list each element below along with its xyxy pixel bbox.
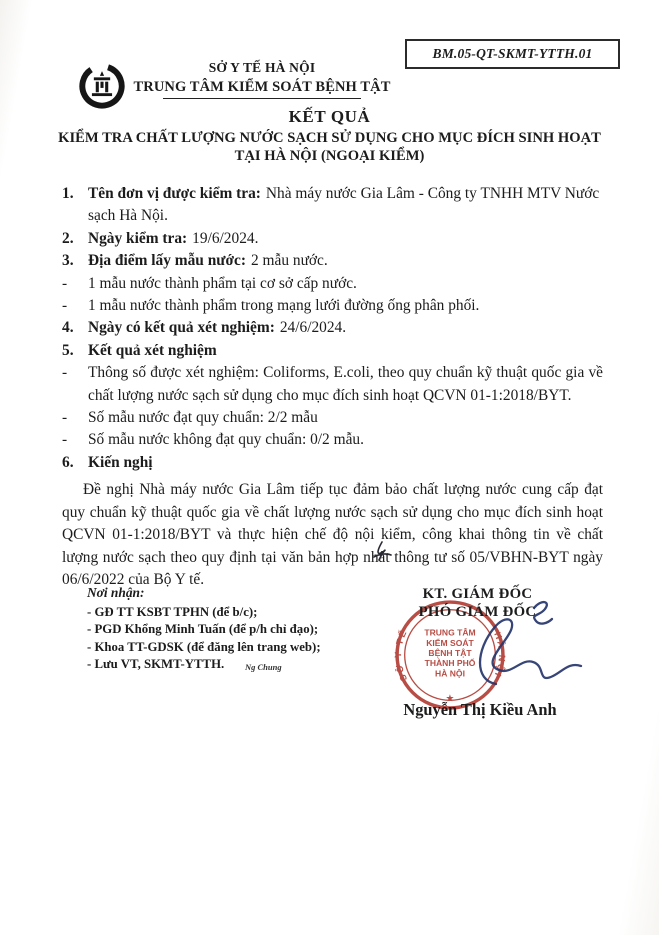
item-marker: 1. <box>62 185 74 202</box>
title-line2: KIỂM TRA CHẤT LƯỢNG NƯỚC SẠCH SỬ DỤNG CHO MỤC ĐÍCH SINH HOẠT <box>58 129 601 146</box>
item-text <box>88 362 603 407</box>
item-body: 1 mẫu nước thành phẩm trong mạng lưới đường ống phân phối. <box>88 297 480 315</box>
item-body: Số mẫu nước không đạt quy chuẩn: 0/2 mẫu. <box>88 431 364 449</box>
item-body: Thông số được xét nghiệm: Coliforms, E.coli, theo quy chuẩn kỹ thuật quốc gia về chất lượng nước sạch sử dụng cho mục đích sinh hoạt QCVN 01-1:2018/BYT. <box>88 364 603 404</box>
list-item <box>62 407 603 429</box>
title-line3: TẠI HÀ NỘI (NGOẠI KIỂM) <box>234 147 425 164</box>
item-marker: 4. <box>62 319 74 337</box>
list-item <box>62 273 603 295</box>
item-text <box>88 183 603 228</box>
item-body: 19/6/2024. <box>192 229 259 247</box>
list-item <box>62 317 603 339</box>
item-body: 24/6/2024. <box>279 319 347 337</box>
item-marker: - <box>62 409 68 427</box>
item-label: Ngày có kết quả xét nghiệm: <box>88 319 275 337</box>
item-marker: 6. <box>62 453 74 471</box>
organization-underline <box>163 98 361 99</box>
item-label: Tên đơn vị được kiểm tra: <box>88 185 261 202</box>
signature-title-2: PHÓ GIÁM ĐỐC <box>418 604 537 620</box>
cdc-hanoi-logo-icon <box>78 62 126 110</box>
form-code-text: BM.05-QT-SKMT-YTTH.01 <box>432 46 593 61</box>
item-marker: 5. <box>62 341 74 359</box>
item-label: Kiến nghị <box>88 453 153 471</box>
stamp-star-icon: ★ <box>446 692 454 703</box>
item-marker: 3. <box>62 252 74 270</box>
item-body: 1 mẫu nước thành phẩm tại cơ sở cấp nước. <box>88 274 357 292</box>
item-marker: - <box>62 297 68 315</box>
item-text <box>88 340 603 362</box>
stamp-ring-left-text: SỞ Y TẾ <box>394 627 410 683</box>
content-list <box>62 183 603 474</box>
item-marker: - <box>62 364 68 382</box>
document-title <box>0 107 659 165</box>
list-item <box>62 295 603 317</box>
list-item <box>62 429 603 451</box>
item-body: Số mẫu nước đạt quy chuẩn: 2/2 mẫu <box>88 409 318 427</box>
header-organization <box>128 60 396 99</box>
item-text <box>88 429 603 451</box>
item-label: Kết quả xét nghiệm <box>88 341 217 359</box>
item-text <box>88 317 603 339</box>
recipient-line: - PGD Khổng Minh Tuấn (để p/h chỉ đạo); <box>87 622 319 637</box>
organization-name: TRUNG TÂM KIỂM SOÁT BỆNH TẬT <box>133 78 391 95</box>
handwritten-initial-mark <box>368 540 394 570</box>
stamp-center-line-5: HÀ NỘI <box>435 668 465 679</box>
item-label: Ngày kiểm tra: <box>88 229 188 247</box>
document-body <box>62 183 603 591</box>
recommendation-paragraph: Đề nghị Nhà máy nước Gia Lâm tiếp tục đảm bảo chất lượng nước cung cấp đạt quy chuẩn kỹ thuật quốc gia về chất lượng nước sạch sử dụng cho mục đích sinh hoạt QCVN 01-1:2018/BYT và thực hiện chế độ nội kiểm, công khai thông tin về chất lượng nước sạch theo quy định tại văn bản hợp nhất thông tư số 05/VBHN-BYT ngày 06/6/2022 của Bộ Y tế. <box>62 481 603 588</box>
form-code-box <box>405 39 620 69</box>
item-text <box>88 452 603 474</box>
stamp-center-line-3: BỆNH TẬT <box>428 648 472 659</box>
item-text <box>88 273 603 295</box>
item-marker: - <box>62 274 68 292</box>
stamp-ring-right-text: HÀ NỘI <box>492 630 506 680</box>
recipients-heading: Nơi nhận: <box>87 585 145 600</box>
list-item <box>62 452 603 474</box>
title-line1: KẾT QUẢ <box>288 107 371 126</box>
item-marker: 2. <box>62 229 74 247</box>
handwritten-signature <box>438 592 590 700</box>
item-text <box>88 250 603 272</box>
clerk-initials: Ng Chung <box>245 661 282 672</box>
recipient-line: - Khoa TT-GDSK (để đăng lên trang web); <box>87 639 321 654</box>
svg-text:SỞ Y TẾ <box>394 627 409 682</box>
list-item <box>62 340 603 362</box>
stamp-center-line-1: TRUNG TÂM <box>424 627 476 638</box>
stamp-center-line-2: KIỂM SOÁT <box>426 637 474 648</box>
signature-title-1: KT. GIÁM ĐỐC <box>422 586 533 602</box>
stamp-center-line-4: THÀNH PHỐ <box>424 658 476 669</box>
list-item <box>62 250 603 272</box>
item-label: Địa điểm lấy mẫu nước: <box>88 252 246 270</box>
item-text <box>88 407 603 429</box>
department-name: SỞ Y TẾ HÀ NỘI <box>208 60 316 75</box>
list-item <box>62 183 603 228</box>
recipient-line: - GĐ TT KSBT TPHN (để b/c); <box>87 604 258 619</box>
list-item <box>62 228 603 250</box>
signer-name: Nguyễn Thị Kiều Anh <box>403 700 557 719</box>
item-text <box>88 228 603 250</box>
item-marker: - <box>62 431 68 449</box>
recipients-block <box>87 584 321 696</box>
item-body: Nhà máy nước Gia Lâm - Công ty TNHH MTV Nước sạch Hà Nội. <box>88 185 600 225</box>
item-text <box>88 295 603 317</box>
recipients-list <box>87 604 321 674</box>
item-body: 2 mẫu nước. <box>250 252 328 270</box>
recipient-line: - Lưu VT, SKMT-YTTH. <box>87 657 225 672</box>
list-item <box>62 362 603 407</box>
